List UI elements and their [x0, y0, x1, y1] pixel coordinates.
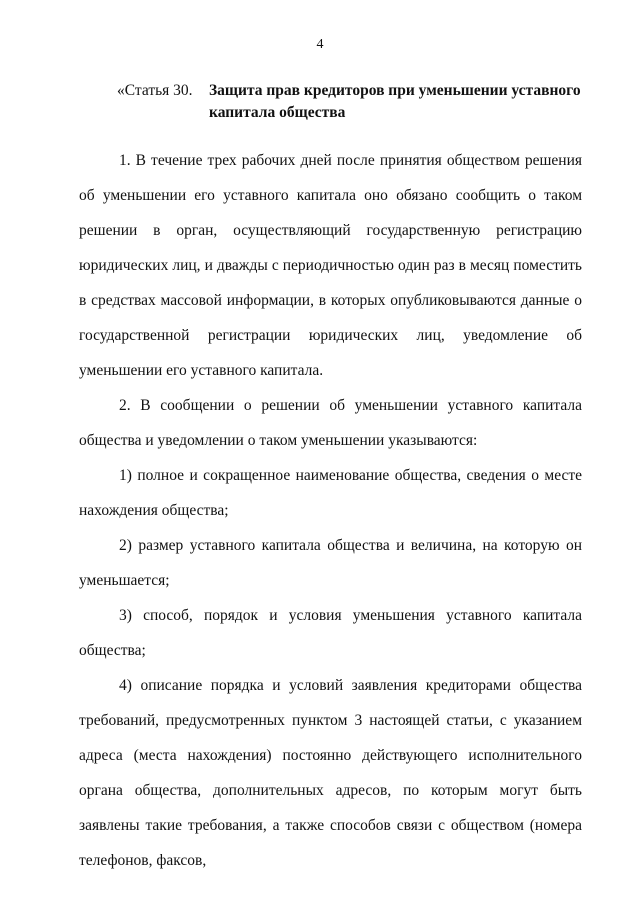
paragraph-2: 2. В сообщении о решении об уменьшении уставного капитала общества и уведомлении о таком уменьшении указываются: [79, 397, 582, 449]
list-item-4: 4) описание порядка и условий заявления кредиторами общества требований, предусмотренных пунктом 3 настоящей статьи, с указанием адреса (места нахождения) постоянно действующего исполнительного органа общества, дополнительных адресов, по которым могут быть заявлены такие требования, а также способов связи с обществом (номера телефонов, факсов, [79, 677, 582, 869]
list-item-3: 3) способ, порядок и условия уменьшения уставного капитала общества; [79, 607, 582, 659]
paragraph-1: 1. В течение трех рабочих дней после принятия обществом решения об уменьшении его уставного капитала оно обязано сообщить о таком решении в орган, осуществляющий государственную регистрацию юридических лиц, и дважды с периодичностью один раз в месяц поместить в средствах массовой информации, в которых опубликовываются данные о государственной регистрации юридических лиц, уведомление об уменьшении его уставного капитала. [79, 152, 582, 379]
article-title: Защита прав кредиторов при уменьшении уставного капитала общества [209, 82, 581, 121]
article-label: «Статья 30. [117, 82, 193, 99]
article-body [79, 143, 582, 878]
list-item-1: 1) полное и сокращенное наименование общества, сведения о месте нахождения общества; [79, 467, 582, 519]
page-number: 4 [316, 37, 324, 52]
list-item-2: 2) размер уставного капитала общества и величина, на которую он уменьшается; [79, 537, 582, 589]
